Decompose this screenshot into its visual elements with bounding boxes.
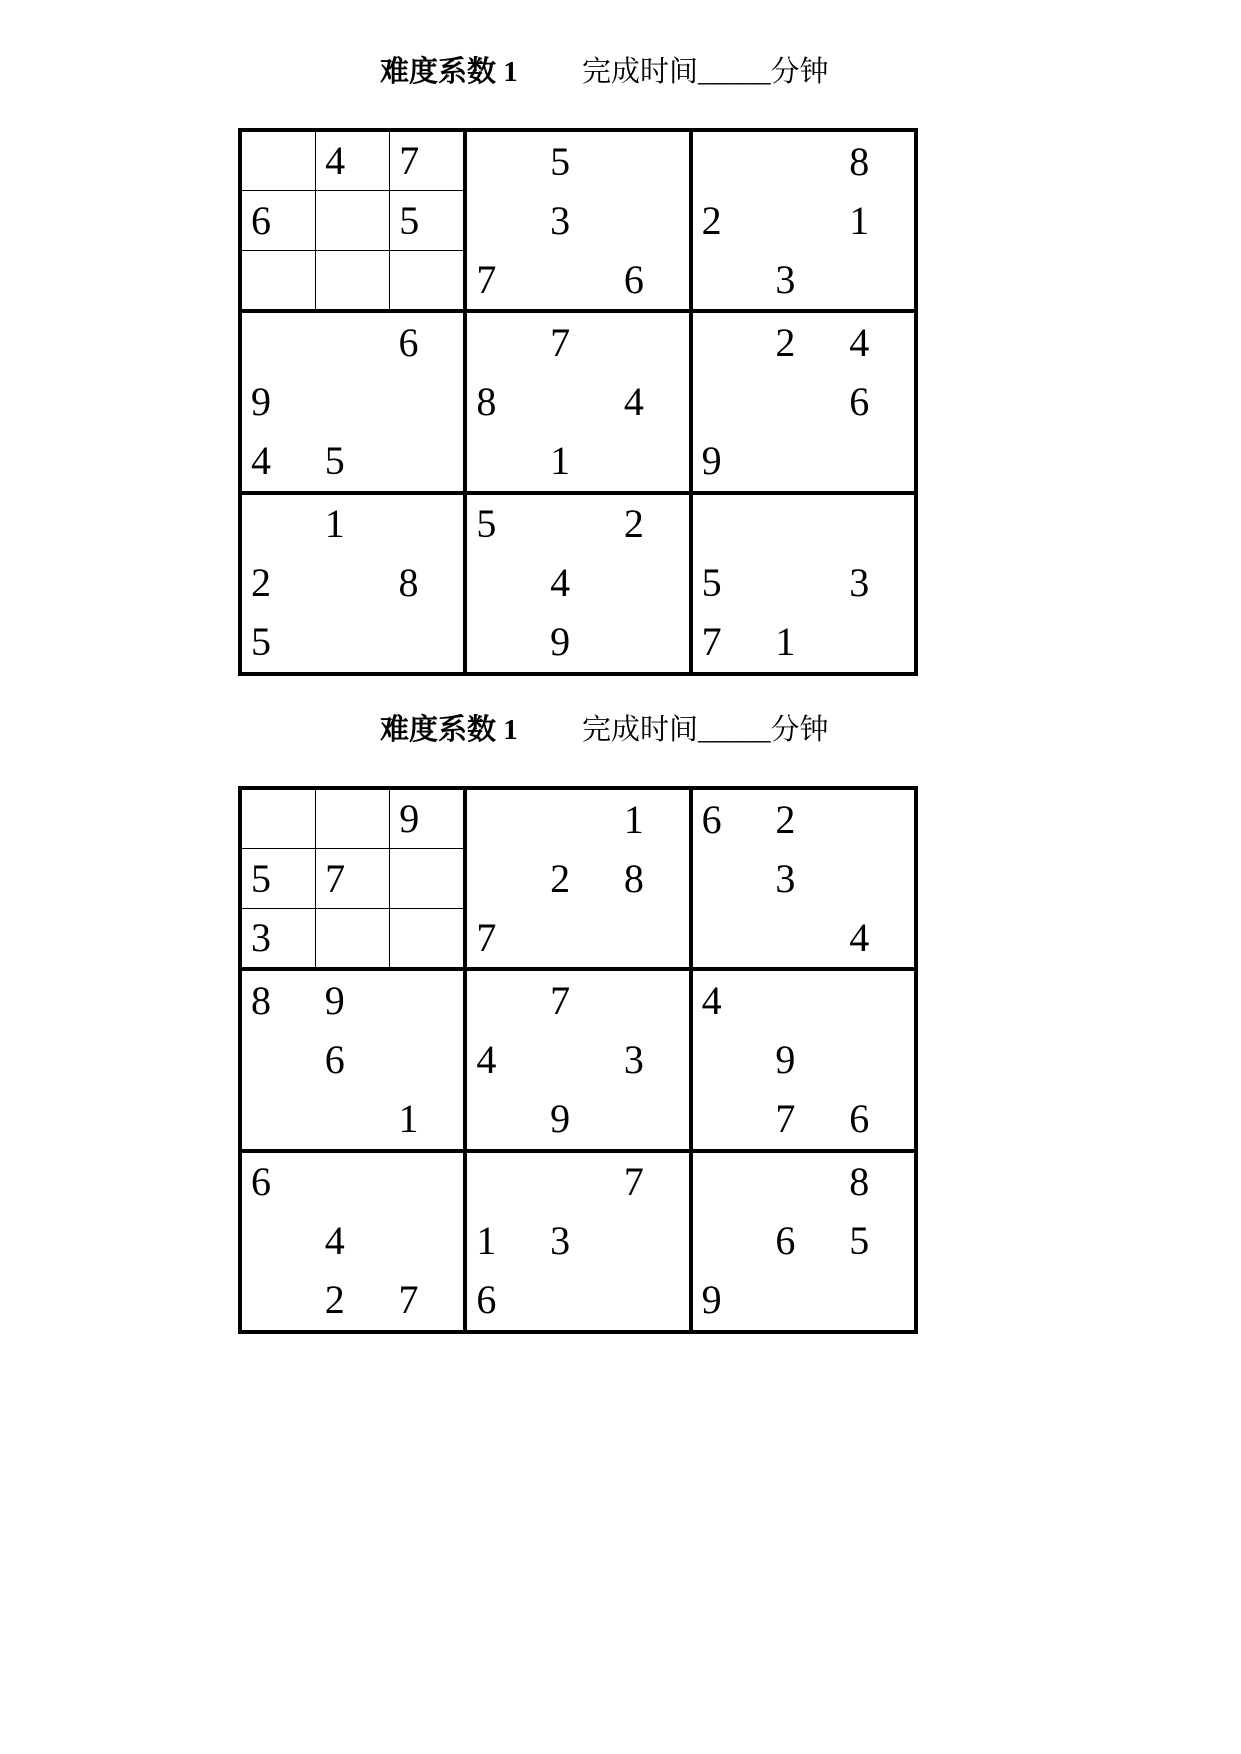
sudoku-empty-cell: [316, 554, 390, 613]
sudoku-empty-cell: [467, 191, 541, 250]
sudoku-given-cell: 6: [840, 372, 914, 431]
sudoku-grid-2: [238, 786, 918, 1334]
sudoku-empty-cell: [541, 1030, 615, 1089]
sudoku-empty-cell: [615, 1090, 689, 1149]
sudoku-box: [693, 313, 914, 490]
sudoku-empty-cell: [467, 432, 541, 491]
sudoku-given-cell: 9: [316, 971, 390, 1030]
sudoku-empty-cell: [615, 313, 689, 372]
sudoku-given-cell: 1: [840, 191, 914, 250]
sudoku-empty-cell: [242, 313, 316, 372]
sudoku-empty-cell: [390, 1030, 464, 1089]
sudoku-given-cell: 7: [541, 971, 615, 1030]
sudoku-empty-cell: [693, 1030, 767, 1089]
sudoku-empty-cell: [316, 372, 390, 431]
sudoku-empty-cell: [615, 432, 689, 491]
sudoku-empty-cell: [693, 495, 767, 554]
sudoku-given-cell: 9: [242, 372, 316, 431]
sudoku-given-cell: 6: [242, 1153, 316, 1212]
sudoku-given-cell: 5: [541, 132, 615, 191]
sudoku-empty-cell: [467, 613, 541, 672]
sudoku-given-cell: 9: [390, 790, 463, 848]
sudoku-empty-cell: [242, 1090, 316, 1149]
sudoku-empty-cell: [316, 909, 389, 967]
sudoku-given-cell: 3: [840, 554, 914, 613]
difficulty-label: 难度系数 1: [380, 56, 518, 88]
sudoku-given-cell: 9: [541, 1090, 615, 1149]
sudoku-box: [467, 1153, 688, 1330]
sudoku-box: [693, 1153, 914, 1330]
sudoku-empty-cell: [316, 1090, 390, 1149]
sudoku-empty-cell: [766, 495, 840, 554]
sudoku-given-cell: 3: [541, 1212, 615, 1271]
sudoku-empty-cell: [390, 495, 464, 554]
sudoku-given-cell: 4: [840, 908, 914, 967]
puzzle-2-heading: [380, 712, 860, 748]
sudoku-empty-cell: [390, 432, 464, 491]
sudoku-given-cell: 8: [840, 132, 914, 191]
sudoku-given-cell: 6: [693, 790, 767, 849]
sudoku-given-cell: 6: [390, 313, 464, 372]
sudoku-given-cell: 4: [316, 132, 389, 190]
sudoku-given-cell: 5: [467, 495, 541, 554]
sudoku-given-cell: 5: [316, 432, 390, 491]
puzzle-1-heading: [380, 54, 860, 90]
sudoku-empty-cell: [316, 251, 389, 309]
sudoku-empty-cell: [615, 613, 689, 672]
sudoku-given-cell: 2: [766, 790, 840, 849]
sudoku-given-cell: 9: [541, 613, 615, 672]
sudoku-box: [242, 1153, 463, 1330]
sudoku-given-cell: 7: [390, 1271, 464, 1330]
sudoku-empty-cell: [390, 909, 463, 967]
completion-time-label: 完成时间_____分钟: [582, 714, 829, 746]
sudoku-empty-cell: [615, 132, 689, 191]
sudoku-given-cell: 5: [242, 849, 315, 907]
sudoku-empty-cell: [242, 495, 316, 554]
sudoku-box: [467, 132, 688, 309]
sudoku-box: [693, 132, 914, 309]
sudoku-given-cell: 8: [840, 1153, 914, 1212]
sudoku-empty-cell: [840, 1271, 914, 1330]
sudoku-given-cell: 7: [693, 613, 767, 672]
sudoku-empty-cell: [316, 790, 389, 848]
sudoku-box: [467, 790, 688, 967]
sudoku-given-cell: 3: [766, 250, 840, 309]
sudoku-empty-cell: [766, 1153, 840, 1212]
sudoku-empty-cell: [615, 971, 689, 1030]
sudoku-empty-cell: [615, 1212, 689, 1271]
sudoku-empty-cell: [615, 1271, 689, 1330]
sudoku-given-cell: 2: [541, 849, 615, 908]
sudoku-box: [693, 495, 914, 672]
sudoku-given-cell: 3: [541, 191, 615, 250]
sudoku-given-cell: 4: [615, 372, 689, 431]
sudoku-empty-cell: [840, 971, 914, 1030]
sudoku-box: [467, 495, 688, 672]
sudoku-empty-cell: [390, 971, 464, 1030]
sudoku-empty-cell: [615, 191, 689, 250]
sudoku-given-cell: 2: [766, 313, 840, 372]
sudoku-given-cell: 3: [766, 849, 840, 908]
sudoku-box: [242, 790, 463, 967]
sudoku-given-cell: 8: [615, 849, 689, 908]
sudoku-empty-cell: [840, 790, 914, 849]
sudoku-empty-cell: [840, 613, 914, 672]
sudoku-empty-cell: [390, 1212, 464, 1271]
sudoku-grid-1: [238, 128, 918, 676]
sudoku-given-cell: 7: [390, 132, 463, 190]
sudoku-empty-cell: [467, 790, 541, 849]
sudoku-box: [242, 132, 463, 309]
sudoku-empty-cell: [766, 432, 840, 491]
sudoku-given-cell: 5: [840, 1212, 914, 1271]
sudoku-empty-cell: [242, 1030, 316, 1089]
sudoku-empty-cell: [316, 191, 389, 249]
sudoku-empty-cell: [766, 191, 840, 250]
sudoku-empty-cell: [467, 554, 541, 613]
sudoku-empty-cell: [693, 313, 767, 372]
sudoku-empty-cell: [693, 1212, 767, 1271]
sudoku-empty-cell: [467, 1090, 541, 1149]
sudoku-given-cell: 1: [467, 1212, 541, 1271]
sudoku-given-cell: 7: [467, 250, 541, 309]
sudoku-empty-cell: [766, 1271, 840, 1330]
sudoku-empty-cell: [541, 495, 615, 554]
sudoku-given-cell: 6: [316, 1030, 390, 1089]
sudoku-empty-cell: [242, 132, 315, 190]
sudoku-given-cell: 4: [541, 554, 615, 613]
sudoku-empty-cell: [693, 1090, 767, 1149]
sudoku-given-cell: 5: [390, 191, 463, 249]
sudoku-empty-cell: [541, 1153, 615, 1212]
sudoku-given-cell: 3: [242, 909, 315, 967]
sudoku-given-cell: 7: [766, 1090, 840, 1149]
sudoku-empty-cell: [390, 849, 463, 907]
sudoku-empty-cell: [390, 613, 464, 672]
sudoku-empty-cell: [467, 313, 541, 372]
sudoku-given-cell: 2: [316, 1271, 390, 1330]
sudoku-given-cell: 6: [467, 1271, 541, 1330]
sudoku-empty-cell: [541, 790, 615, 849]
sudoku-empty-cell: [242, 1212, 316, 1271]
sudoku-given-cell: 1: [766, 613, 840, 672]
sudoku-given-cell: 1: [615, 790, 689, 849]
sudoku-empty-cell: [693, 1153, 767, 1212]
sudoku-empty-cell: [766, 372, 840, 431]
sudoku-empty-cell: [541, 1271, 615, 1330]
sudoku-empty-cell: [242, 251, 315, 309]
sudoku-given-cell: 1: [390, 1090, 464, 1149]
sudoku-empty-cell: [541, 908, 615, 967]
sudoku-empty-cell: [615, 554, 689, 613]
sudoku-given-cell: 4: [693, 971, 767, 1030]
sudoku-empty-cell: [840, 432, 914, 491]
sudoku-given-cell: 8: [467, 372, 541, 431]
sudoku-empty-cell: [840, 250, 914, 309]
sudoku-box: [693, 971, 914, 1148]
difficulty-label: 难度系数 1: [380, 714, 518, 746]
sudoku-empty-cell: [390, 251, 463, 309]
sudoku-given-cell: 4: [840, 313, 914, 372]
sudoku-empty-cell: [390, 1153, 464, 1212]
sudoku-given-cell: 9: [766, 1030, 840, 1089]
sudoku-given-cell: 2: [615, 495, 689, 554]
sudoku-empty-cell: [242, 790, 315, 848]
sudoku-empty-cell: [766, 554, 840, 613]
sudoku-given-cell: 9: [693, 432, 767, 491]
sudoku-given-cell: 9: [693, 1271, 767, 1330]
sudoku-given-cell: 6: [242, 191, 315, 249]
sudoku-box: [242, 971, 463, 1148]
sudoku-empty-cell: [467, 971, 541, 1030]
sudoku-empty-cell: [840, 1030, 914, 1089]
sudoku-empty-cell: [693, 849, 767, 908]
sudoku-empty-cell: [316, 613, 390, 672]
sudoku-empty-cell: [693, 250, 767, 309]
sudoku-empty-cell: [467, 132, 541, 191]
sudoku-given-cell: 7: [316, 849, 389, 907]
sudoku-given-cell: 7: [615, 1153, 689, 1212]
sudoku-empty-cell: [467, 1153, 541, 1212]
sudoku-empty-cell: [242, 1271, 316, 1330]
sudoku-given-cell: 8: [390, 554, 464, 613]
sudoku-given-cell: 7: [467, 908, 541, 967]
sudoku-box: [242, 495, 463, 672]
sudoku-empty-cell: [840, 495, 914, 554]
sudoku-empty-cell: [316, 1153, 390, 1212]
sudoku-box: [242, 313, 463, 490]
sudoku-empty-cell: [693, 908, 767, 967]
sudoku-given-cell: 7: [541, 313, 615, 372]
sudoku-given-cell: 2: [693, 191, 767, 250]
sudoku-given-cell: 8: [242, 971, 316, 1030]
sudoku-given-cell: 1: [316, 495, 390, 554]
sudoku-given-cell: 5: [242, 613, 316, 672]
sudoku-given-cell: 6: [766, 1212, 840, 1271]
sudoku-empty-cell: [316, 313, 390, 372]
sudoku-empty-cell: [766, 132, 840, 191]
sudoku-given-cell: 4: [316, 1212, 390, 1271]
sudoku-empty-cell: [766, 908, 840, 967]
sudoku-box: [467, 971, 688, 1148]
sudoku-empty-cell: [390, 372, 464, 431]
sudoku-box: [467, 313, 688, 490]
sudoku-empty-cell: [541, 250, 615, 309]
sudoku-given-cell: 4: [242, 432, 316, 491]
sudoku-empty-cell: [693, 132, 767, 191]
sudoku-empty-cell: [615, 908, 689, 967]
sudoku-given-cell: 6: [840, 1090, 914, 1149]
sudoku-given-cell: 6: [615, 250, 689, 309]
sudoku-empty-cell: [840, 849, 914, 908]
sudoku-empty-cell: [467, 849, 541, 908]
completion-time-label: 完成时间_____分钟: [582, 56, 829, 88]
sudoku-given-cell: 3: [615, 1030, 689, 1089]
sudoku-box: [693, 790, 914, 967]
sudoku-empty-cell: [541, 372, 615, 431]
sudoku-given-cell: 2: [242, 554, 316, 613]
sudoku-given-cell: 4: [467, 1030, 541, 1089]
sudoku-empty-cell: [766, 971, 840, 1030]
sudoku-given-cell: 1: [541, 432, 615, 491]
sudoku-empty-cell: [693, 372, 767, 431]
sudoku-given-cell: 5: [693, 554, 767, 613]
